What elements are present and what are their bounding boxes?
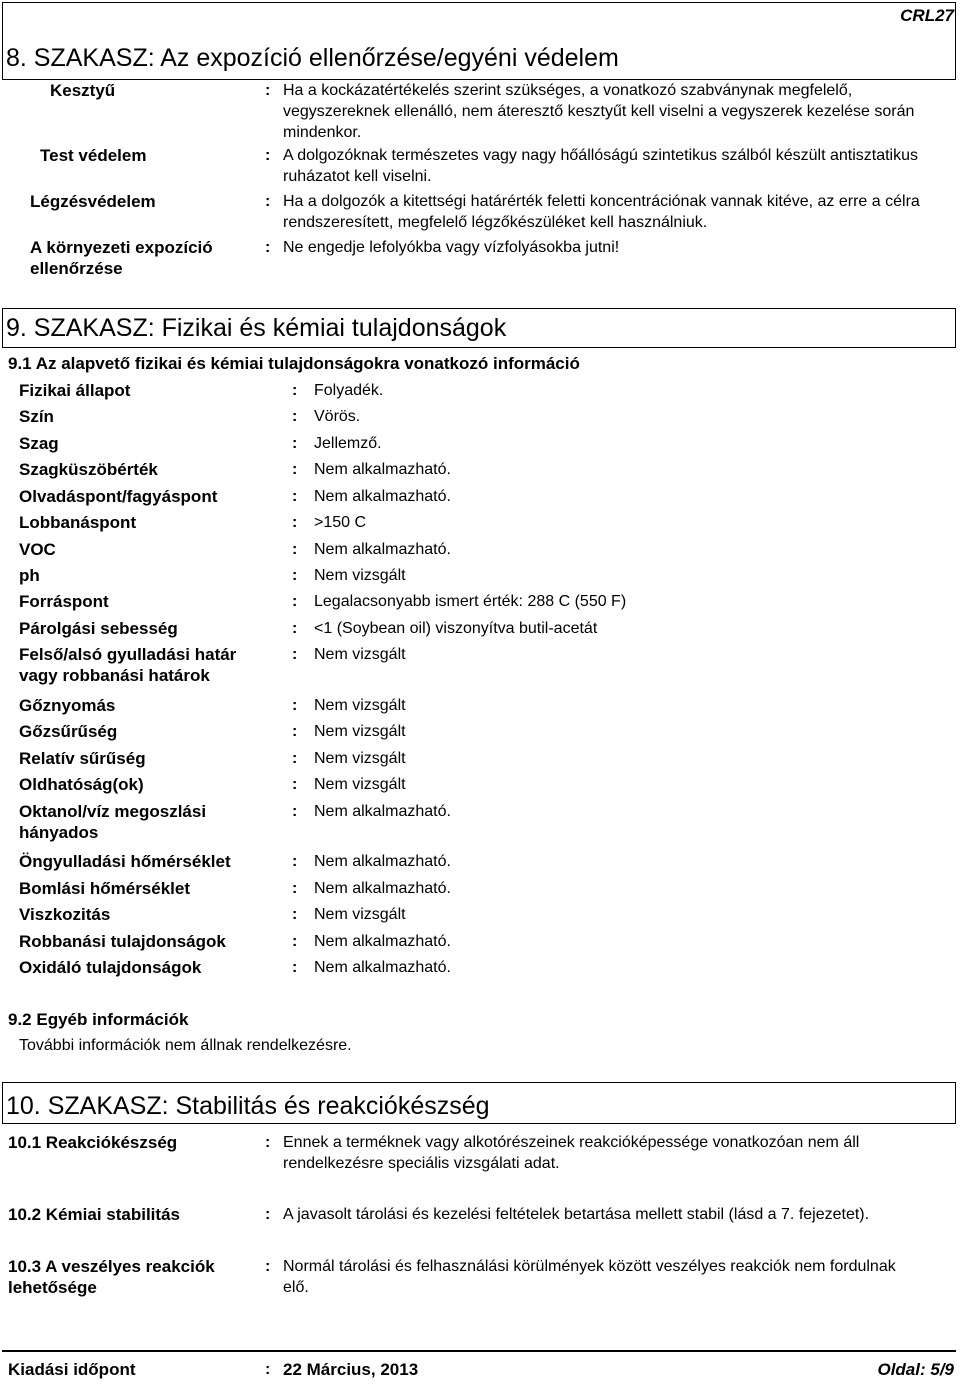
property-value: Nem alkalmazható. bbox=[314, 933, 451, 950]
property-value: Nem alkalmazható. bbox=[314, 803, 451, 820]
other-info-text: További információk nem állnak rendelkezésre. bbox=[19, 1037, 352, 1054]
colon: : bbox=[292, 620, 298, 637]
document-code: CRL27 bbox=[900, 6, 954, 25]
property-value: >150 C bbox=[314, 514, 367, 531]
property-label: Szag bbox=[19, 434, 59, 453]
property-label: Lobbanáspont bbox=[19, 513, 137, 532]
colon: : bbox=[292, 853, 298, 870]
colon: : bbox=[265, 82, 271, 99]
section-8-title: 8. SZAKASZ: Az expozíció ellenőrzése/egyéni védelem bbox=[6, 44, 619, 72]
property-value: Nem alkalmazható. bbox=[314, 488, 451, 505]
colon: : bbox=[292, 723, 298, 740]
property-value: Nem vizsgált bbox=[314, 567, 406, 584]
colon: : bbox=[292, 567, 298, 584]
colon: : bbox=[292, 880, 298, 897]
property-label: Öngyulladási hőmérséklet bbox=[19, 852, 231, 871]
colon: : bbox=[265, 1206, 271, 1223]
property-value: Nem vizsgált bbox=[314, 906, 406, 923]
colon: : bbox=[265, 1258, 271, 1275]
property-value: Nem vizsgált bbox=[314, 723, 406, 740]
colon: : bbox=[292, 593, 298, 610]
property-label: Viszkozitás bbox=[19, 905, 111, 924]
colon: : bbox=[265, 239, 271, 256]
colon: : bbox=[292, 408, 298, 425]
respiratory-protection-value: Ha a dolgozók a kitettségi határérték feletti koncentrációnak vannak kitéve, az erre a célra rendszeresített, megfelelő légzőkészüléket kell használniuk. bbox=[283, 193, 920, 231]
colon: : bbox=[292, 435, 298, 452]
hazardous-reactions-value: Normál tárolási és felhasználási körülmények között veszélyes reakciók nem fordulnak elő. bbox=[283, 1258, 896, 1296]
gloves-label: Kesztyű bbox=[50, 81, 116, 100]
property-label: Oldhatóság(ok) bbox=[19, 775, 144, 794]
property-label: Fizikai állapot bbox=[19, 381, 131, 400]
property-label: Olvadáspont/fagyáspont bbox=[19, 487, 218, 506]
property-value: Nem alkalmazható. bbox=[314, 541, 451, 558]
chemical-stability-value: A javasolt tárolási és kezelési feltételek betartása mellett stabil (lásd a 7. fejezetet). bbox=[283, 1206, 870, 1223]
property-label: Oxidáló tulajdonságok bbox=[19, 958, 202, 977]
section-10-title: 10. SZAKASZ: Stabilitás és reakciókészség bbox=[6, 1092, 490, 1120]
property-label: Relatív sűrűség bbox=[19, 749, 146, 768]
issue-date-label: Kiadási időpont bbox=[8, 1360, 136, 1379]
property-label: Gőzsűrűség bbox=[19, 722, 118, 741]
property-value: Legalacsonyabb ismert érték: 288 C (550 F) bbox=[314, 593, 627, 610]
body-protection-label: Test védelem bbox=[40, 146, 147, 165]
section-9-2-heading: 9.2 Egyéb információk bbox=[8, 1010, 189, 1029]
body-protection-value: A dolgozóknak természetes vagy nagy hőállóságú szintetikus szálból készült antisztatikus ruházatot kell viselni. bbox=[283, 147, 919, 185]
property-value: Jellemző. bbox=[314, 435, 382, 452]
colon: : bbox=[265, 147, 271, 164]
property-value: Nem alkalmazható. bbox=[314, 880, 451, 897]
property-label: Párolgási sebesség bbox=[19, 619, 178, 638]
property-label: Szagküszöbérték bbox=[19, 460, 158, 479]
property-value: Nem alkalmazható. bbox=[314, 853, 451, 870]
footer-divider bbox=[2, 1350, 956, 1352]
reactivity-label: 10.1 Reakciókészség bbox=[8, 1133, 178, 1152]
colon: : bbox=[292, 541, 298, 558]
property-value: Nem alkalmazható. bbox=[314, 959, 451, 976]
property-label: Robbanási tulajdonságok bbox=[19, 932, 226, 951]
property-label: VOC bbox=[19, 540, 56, 559]
colon: : bbox=[292, 906, 298, 923]
property-value: Nem vizsgált bbox=[314, 697, 406, 714]
property-label: Gőznyomás bbox=[19, 696, 116, 715]
environmental-exposure-label: A környezeti expozíció ellenőrzése bbox=[30, 238, 213, 278]
colon: : bbox=[265, 193, 271, 210]
property-value: Nem alkalmazható. bbox=[314, 461, 451, 478]
property-label: Szín bbox=[19, 407, 54, 426]
colon: : bbox=[292, 803, 298, 820]
property-label: Felső/alsó gyulladási határ vagy robbanási határok bbox=[19, 645, 237, 685]
colon: : bbox=[292, 933, 298, 950]
colon: : bbox=[292, 488, 298, 505]
colon: : bbox=[292, 514, 298, 531]
environmental-exposure-value: Ne engedje lefolyókba vagy vízfolyásokba jutni! bbox=[283, 239, 620, 256]
property-label: Oktanol/víz megoszlási hányados bbox=[19, 802, 207, 842]
issue-date-value: 22 Március, 2013 bbox=[283, 1360, 419, 1379]
colon: : bbox=[292, 776, 298, 793]
colon: : bbox=[292, 750, 298, 767]
gloves-value: Ha a kockázatértékelés szerint szükséges, a vonatkozó szabványnak megfelelő, vegyszereknek ellenálló, nem áteresztő kesztyűt kell viselni a vegyszerek kezelése során mindenkor. bbox=[283, 82, 915, 141]
colon: : bbox=[292, 461, 298, 478]
respiratory-protection-label: Légzésvédelem bbox=[30, 192, 156, 211]
colon: : bbox=[265, 1134, 271, 1151]
property-label: Bomlási hőmérséklet bbox=[19, 879, 191, 898]
section-9-1-heading: 9.1 Az alapvető fizikai és kémiai tulajdonságokra vonatkozó információ bbox=[8, 354, 580, 373]
hazardous-reactions-label: 10.3 A veszélyes reakciók lehetősége bbox=[8, 1257, 215, 1297]
property-value: Vörös. bbox=[314, 408, 361, 425]
section-9-title: 9. SZAKASZ: Fizikai és kémiai tulajdonságok bbox=[6, 314, 507, 342]
page-number: Oldal: 5/9 bbox=[877, 1360, 954, 1379]
colon: : bbox=[292, 646, 298, 663]
property-value: Nem vizsgált bbox=[314, 646, 406, 663]
property-label: ph bbox=[19, 566, 40, 585]
colon: : bbox=[292, 959, 298, 976]
property-value: <1 (Soybean oil) viszonyítva butil-acetát bbox=[314, 620, 598, 637]
property-value: Folyadék. bbox=[314, 382, 384, 399]
colon: : bbox=[265, 1361, 271, 1378]
colon: : bbox=[292, 382, 298, 399]
colon: : bbox=[292, 697, 298, 714]
property-label: Forráspont bbox=[19, 592, 109, 611]
reactivity-value: Ennek a terméknek vagy alkotórészeinek reakcióképessége vonatkozóan nem áll rendelkezésre speciális vizsgálati adat. bbox=[283, 1134, 860, 1172]
property-value: Nem vizsgált bbox=[314, 750, 406, 767]
chemical-stability-label: 10.2 Kémiai stabilitás bbox=[8, 1205, 180, 1224]
property-value: Nem vizsgált bbox=[314, 776, 406, 793]
